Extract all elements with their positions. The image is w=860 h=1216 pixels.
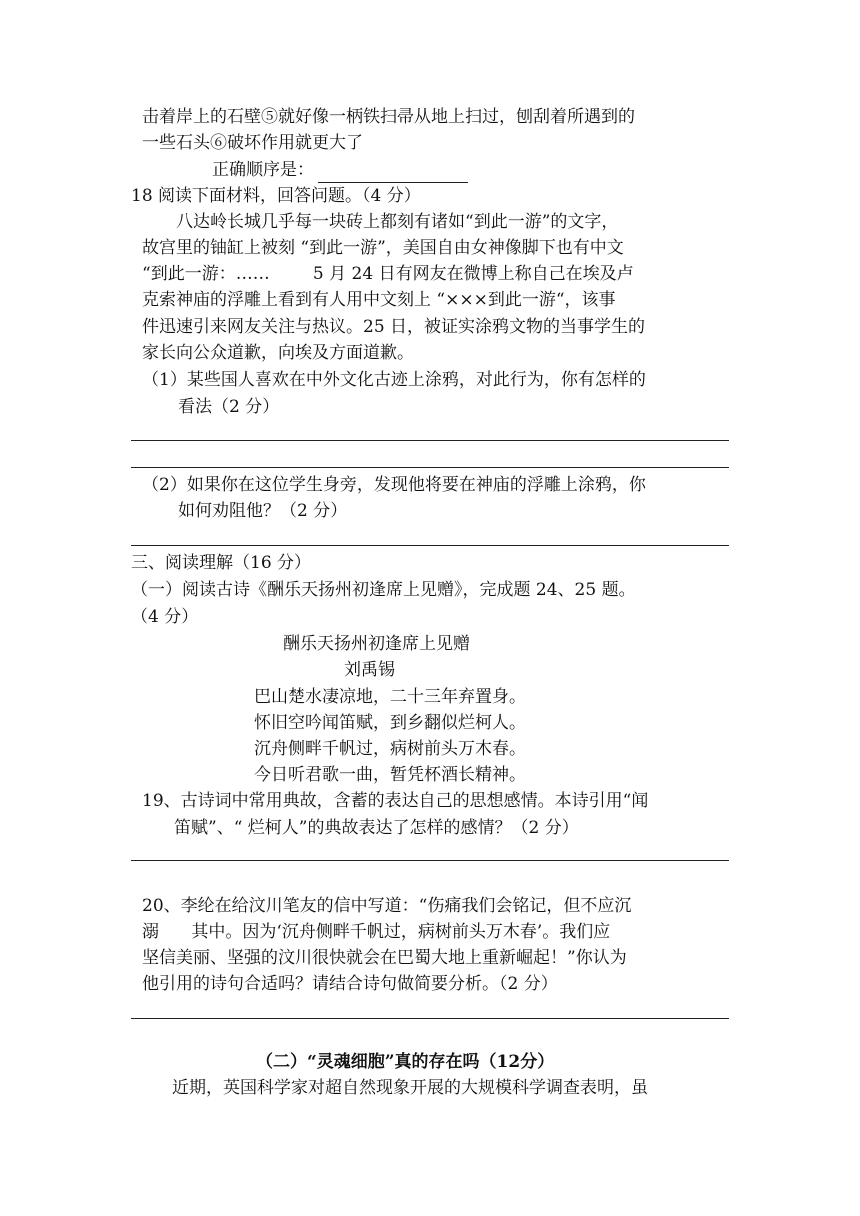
answer-rule[interactable]	[131, 545, 729, 546]
question-18-title: 18 阅读下面材料，回答问题。（4 分）	[131, 186, 421, 206]
answer-rule[interactable]	[131, 467, 729, 468]
question-18-2: （2）如果你在这位学生身旁，发现他将要在神庙的浮雕上涂鸦，你	[142, 475, 646, 495]
poem-title: 酬乐天扬州初逢席上见赠	[283, 634, 470, 654]
poem-line: 巴山楚水凄凉地，二十三年弃置身。	[254, 687, 526, 707]
passage-line: 故宫里的铀缸上被刻 “到此一游”，美国自由女神像脚下也有中文	[142, 238, 624, 258]
answer-rule[interactable]	[131, 860, 729, 861]
question-18-2-cont: 如何劝阻他？（2 分）	[178, 501, 348, 521]
answer-line	[212, 157, 468, 183]
question-20-cont: 溺 其中。因为‘沉舟侧畔千帆过，病树前头万木春’。我们应	[142, 922, 611, 942]
question-18-1-cont: 看法（2 分）	[178, 397, 280, 417]
question-20-cont: 他引用的诗句合适吗？请结合诗句做简要分析。（2 分）	[142, 974, 558, 994]
passage-line: 件迅速引来网友关注与热议。25 日，被证实涂鸦文物的当事学生的	[142, 317, 646, 337]
section-3-title: 三、阅读理解（16 分）	[131, 553, 312, 573]
poem-author: 刘禹锡	[344, 660, 395, 680]
question-19-cont: 笛赋”、“ 烂柯人”的典故表达了怎样的感情？（2 分）	[174, 818, 579, 838]
question-20-cont: 坚信美丽、坚强的汶川很快就会在巴蜀大地上重新崛起！”你认为	[142, 948, 627, 968]
text-line: 击着岸上的石壁⑤就好像一柄铁扫帚从地上扫过，刨刮着所遇到的	[142, 107, 635, 127]
poem-line: 今日听君歌一曲，暂凭杯酒长精神。	[254, 765, 526, 785]
answer-rule[interactable]	[131, 1018, 729, 1019]
question-19: 19、古诗词中常用典故，含蓄的表达自己的思想感情。本诗引用“闻	[142, 791, 649, 811]
section-3-part-1-score: （4 分）	[131, 607, 199, 627]
poem-line: 怀旧空吟闻笛赋，到乡翻似烂柯人。	[254, 713, 526, 733]
question-20: 20、李纶在给汶川笔友的信中写道：“伤痛我们会铭记，但不应沉	[142, 896, 632, 916]
text-line: 一些石头⑥破坏作用就更大了	[142, 133, 363, 153]
answer-rule[interactable]	[131, 440, 729, 441]
poem-line: 沉舟侧畔千帆过，病树前头万木春。	[254, 739, 526, 759]
question-18-1: （1）某些国人喜欢在中外文化古迹上涂鸦，对此行为，你有怎样的	[142, 370, 646, 390]
passage-line: “到此一游：…… 5 月 24 日有网友在微博上称自己在埃及卢	[142, 264, 634, 284]
answer-blank[interactable]	[318, 164, 468, 183]
answer-label: 正确顺序是：	[212, 160, 314, 180]
section-3-part-1: （一）阅读古诗《酬乐天扬州初逢席上见赠》，完成题 24、25 题。	[131, 580, 636, 600]
passage-line: 近期，英国科学家对超自然现象开展的大规模科学调查表明，虽	[172, 1078, 648, 1098]
passage-line: 家长向公众道歉，向埃及方面道歉。	[142, 343, 414, 363]
passage-line: 八达岭长城几乎每一块砖上都刻有诸如“到此一游”的文字，	[176, 212, 619, 232]
passage-line: 克索神庙的浮雕上看到有人用中文刻上 “×××到此一游“，该事	[142, 290, 616, 310]
section-3-part-2-title: （二）“灵魂细胞”真的存在吗（12分）	[256, 1052, 555, 1072]
